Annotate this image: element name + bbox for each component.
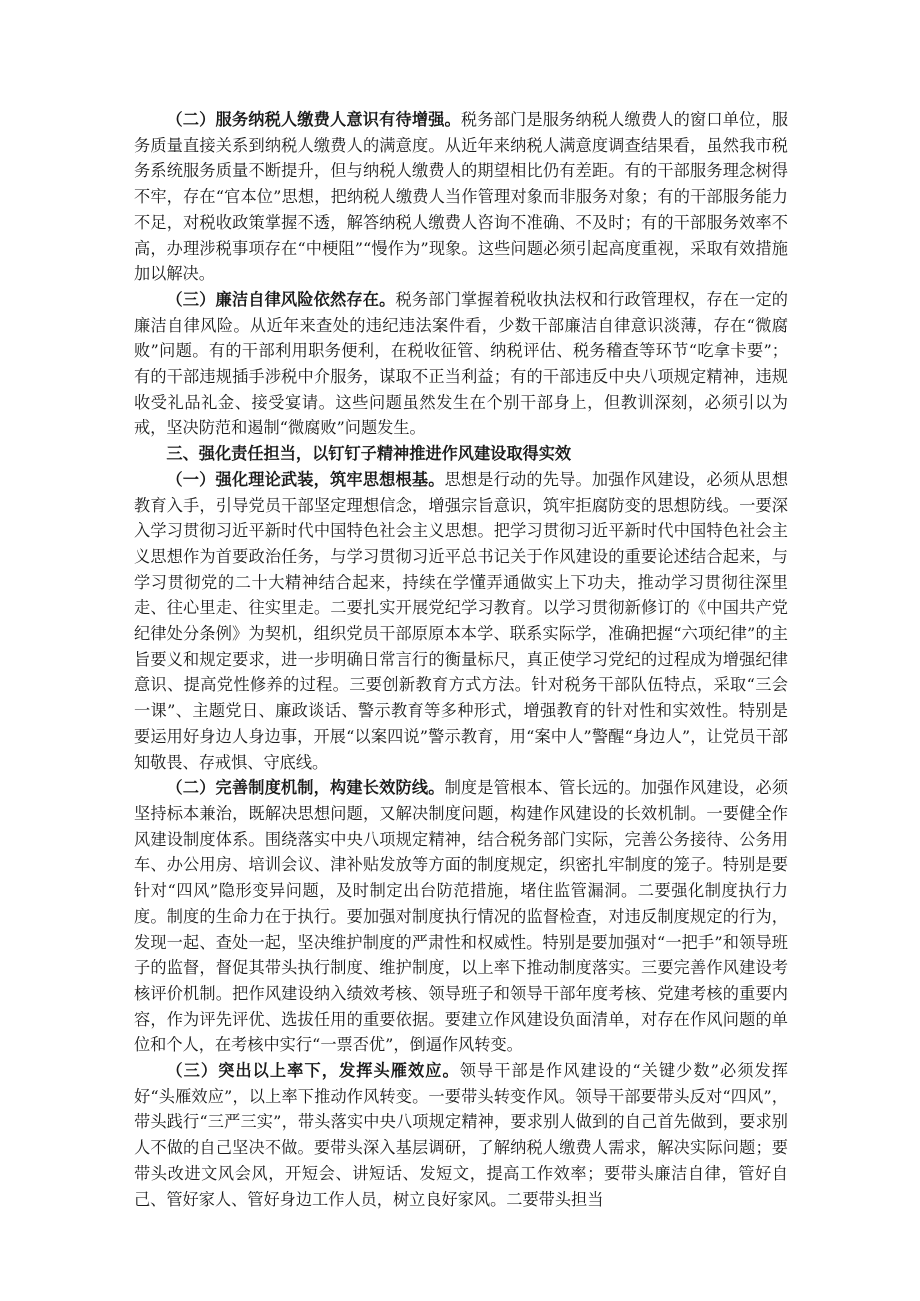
paragraph-service-awareness <box>134 107 788 287</box>
paragraph-lead: （三）突出以上率下，发挥头雁效应。 <box>166 1061 460 1081</box>
paragraph-lead: （一）强化理论武装，筑牢思想根基。 <box>166 469 445 489</box>
paragraph-integrity-risk <box>134 287 788 441</box>
paragraph-leading-example <box>134 1058 788 1212</box>
paragraph-body: 制度是管根本、管长远的。加强作风建设，必须坚持标本兼治，既解决思想问题，又解决制度问题，构建作风建设的长效机制。一要健全作风建设制度体系。围绕落实中央八项规定精神，结合税务部门实际，完善公务接待、公务用车、办公用房、培训会议、津补贴发放等方面的制度规定，织密扎牢制度的笼子。特别是要针对“四风”隐形变异问题，及时制定出台防范措施，堵住监管漏洞。二要强化制度执行力度。制度的生命力在于执行。要加强对制度执行情况的监督检查，对违反制度规定的行为，发现一起、查处一起，坚决维护制度的严肃性和权威性。特别是要加强对“一把手”和领导班子的监督，督促其带头执行制度、维护制度，以上率下推动制度落实。三要完善作风建设考核评价机制。把作风建设纳入绩效考核、领导班子和领导干部年度考核、党建考核的重要内容，作为评先评优、选拔任用的重要依据。要建立作风建设负面清单，对存在作风问题的单位和个人，在考核中实行“一票否优”，倒逼作风转变。 <box>134 778 789 1055</box>
paragraph-lead: （三）廉洁自律风险依然存在。 <box>166 289 396 309</box>
paragraph-lead: （二）服务纳税人缴费人意识有待增强。 <box>166 110 461 129</box>
paragraph-body: 税务部门是服务纳税人缴费人的窗口单位，服务质量直接关系到纳税人缴费人的满意度。从近年来纳税人满意度调查结果看，虽然我市税务系统服务质量不断提升，但与纳税人缴费人的期望相比仍有差距。有的干部服务理念树得不牢，存在“官本位”思想，把纳税人缴费人当作管理对象而非服务对象；有的干部服务能力不足，对税收政策掌握不透，解答纳税人缴费人咨询不准确、不及时；有的干部服务效率不高，办理涉税事项存在“中梗阻”“慢作为”现象。这些问题必须引起高度重视，采取有效措施加以解决。 <box>134 110 789 284</box>
paragraph-body: 税务部门掌握着税收执法权和行政管理权，存在一定的廉洁自律风险。从近年来查处的违纪违法案件看，少数干部廉洁自律意识淡薄，存在“微腐败”问题。有的干部利用职务便利，在税收征管、纳税评估、税务稽查等环节“吃拿卡要”；有的干部违规插手涉税中介服务，谋取不正当利益；有的干部违反中央八项规定精神，违规收受礼品礼金、接受宴请。这些问题虽然发生在个别干部身上，但教训深刻，必须引以为戒，坚决防范和遏制“微腐败”问题发生。 <box>134 289 788 438</box>
paragraph-body: 领导干部是作风建设的“关键少数”必须发挥好“头雁效应”，以上率下推动作风转变。一要带头转变作风。领导干部要带头反对“四风”，带头践行“三严三实”，带头落实中央八项规定精神，要求别人做到的自己首先做到，要求别人不做的自己坚决不做。要带头深入基层调研，了解纳税人缴费人需求，解决实际问题；要带头改进文风会风，开短会、讲短话、发短文，提高工作效率；要带头廉洁自律，管好自己、管好家人、管好身边工作人员，树立良好家风。二要带头担当 <box>134 1061 788 1209</box>
paragraph-body: 思想是行动的先导。加强作风建设，必须从思想教育入手，引导党员干部坚定理想信念，增强宗旨意识，筑牢拒腐防变的思想防线。一要深入学习贯彻习近平新时代中国特色社会主义思想。把学习贯彻习近平新时代中国特色社会主义思想作为首要政治任务，与学习贯彻习近平总书记关于作风建设的重要论述结合起来，与学习贯彻党的二十大精神结合起来，持续在学懂弄通做实上下功夫，推动学习贯彻往深里走、往心里走、往实里走。二要扎实开展党纪学习教育。以学习贯彻新修订的《中国共产党纪律处分条例》为契机，组织党员干部原原本本学、联系实际学，准确把握“六项纪律”的主旨要义和规定要求，进一步明确日常言行的衡量标尺，真正使学习党纪的过程成为增强纪律意识、提高党性修养的过程。三要创新教育方式方法。针对税务干部队伍特点，采取“三会一课”、主题党日、廉政谈话、警示教育等多种形式，增强教育的针对性和实效性。特别是要运用好身边人身边事，开展“以案四说”警示教育，用“案中人”警醒“身边人”，让党员干部知敬畏、存戒惧、守底线。 <box>134 469 789 772</box>
paragraph-institution-mechanism <box>134 775 788 1058</box>
document-page <box>134 107 788 1212</box>
paragraph-lead: （二）完善制度机制，构建长效防线。 <box>166 778 445 798</box>
section-heading: 三、强化责任担当，以钉钉子精神推进作风建设取得实效 <box>166 444 572 464</box>
paragraph-theory-arming <box>134 467 788 775</box>
